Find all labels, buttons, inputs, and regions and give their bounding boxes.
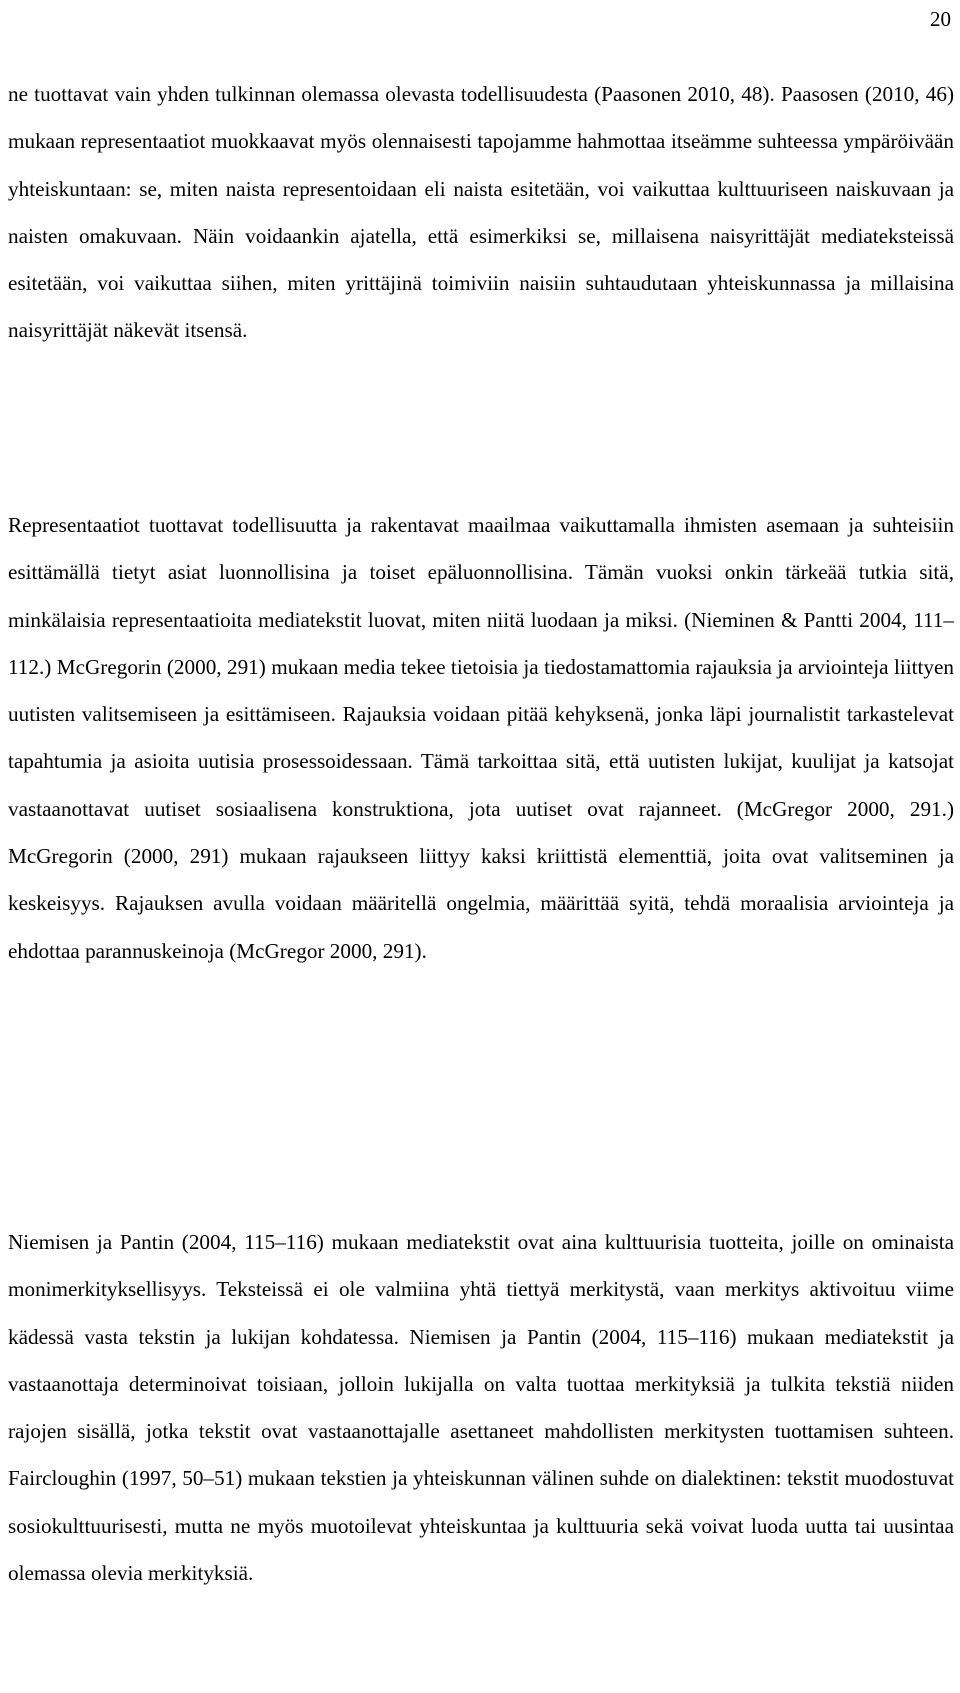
- body-paragraph-1: ne tuottavat vain yhden tulkinnan olemassa olevasta todellisuudesta (Paasonen 2010, 48). Paasosen (2010, 46) mukaan representaatiot muokkaavat myös olennaisesti tapojamme hahmottaa itseämme suhteessa ympäröivään yhteiskuntaan: se, miten naista representoidaan eli naista esitetään, voi vaikuttaa kulttuuriseen naiskuvaan ja naisten omakuvaan. Näin voidaankin ajatella, että esimerkiksi se, millaisena naisyrittäjät mediateksteissä esitetään, voi vaikuttaa siihen, miten yrittäjinä toimiviin naisiin suhtaudutaan yhteiskunnassa ja millaisina naisyrittäjät näkevät itsensä.: [8, 82, 954, 343]
- page-number: 20: [930, 7, 951, 31]
- body-paragraph-2: Representaatiot tuottavat todellisuutta ja rakentavat maailmaa vaikuttamalla ihmisten asemaan ja suhteisiin esittämällä tietyt asiat luonnollisina ja toiset epäluonnollisina. Tämän vuoksi onkin tärkeää tutkia sitä, minkälaisia representaatioita mediatekstit luovat, miten niitä luodaan ja miksi. (Nieminen & Pantti 2004, 111–112.) McGregorin (2000, 291) mukaan media tekee tietoisia ja tiedostamattomia rajauksia ja arviointeja liittyen uutisten valitsemiseen ja esittämiseen. Rajauksia voidaan pitää kehyksenä, jonka läpi journalistit tarkastelevat tapahtumia ja asioita uutisia prosessoidessaan. Tämä tarkoittaa sitä, että uutisten lukijat, kuulijat ja katsojat vastaanottavat uutiset sosiaalisena konstruktiona, jota uutiset ovat rajanneet. (McGregor 2000, 291.) McGregorin (2000, 291) mukaan rajaukseen liittyy kaksi kriittistä elementtiä, joita ovat valitseminen ja keskeisyys. Rajauksen avulla voidaan määritellä ongelmia, määrittää syitä, tehdä moraalisia arviointeja ja ehdottaa parannuskeinoja (McGregor 2000, 291).: [8, 513, 954, 963]
- body-paragraph-3: Niemisen ja Pantin (2004, 115–116) mukaan mediatekstit ovat aina kulttuurisia tuotteita, joille on ominaista monimerkityksellisyys. Teksteissä ei ole valmiina yhtä tiettyä merkitystä, vaan merkitys aktivoituu viime kädessä vasta tekstin ja lukijan kohdatessa. Niemisen ja Pantin (2004, 115–116) mukaan mediatekstit ja vastaanottaja determinoivat toisiaan, jolloin lukijalla on valta tuottaa merkityksiä ja tulkita tekstiä niiden rajojen sisällä, jotka tekstit ovat vastaanottajalle asettaneet mahdollisten merkitysten tuottamisen suhteen. Faircloughin (1997, 50–51) mukaan tekstien ja yhteiskunnan välinen suhde on dialektinen: tekstit muodostuvat sosiokulttuurisesti, mutta ne myös muotoilevat yhteiskuntaa ja kulttuuria sekä voivat luoda uutta tai uusintaa olemassa olevia merkityksiä.: [8, 1230, 954, 1586]
